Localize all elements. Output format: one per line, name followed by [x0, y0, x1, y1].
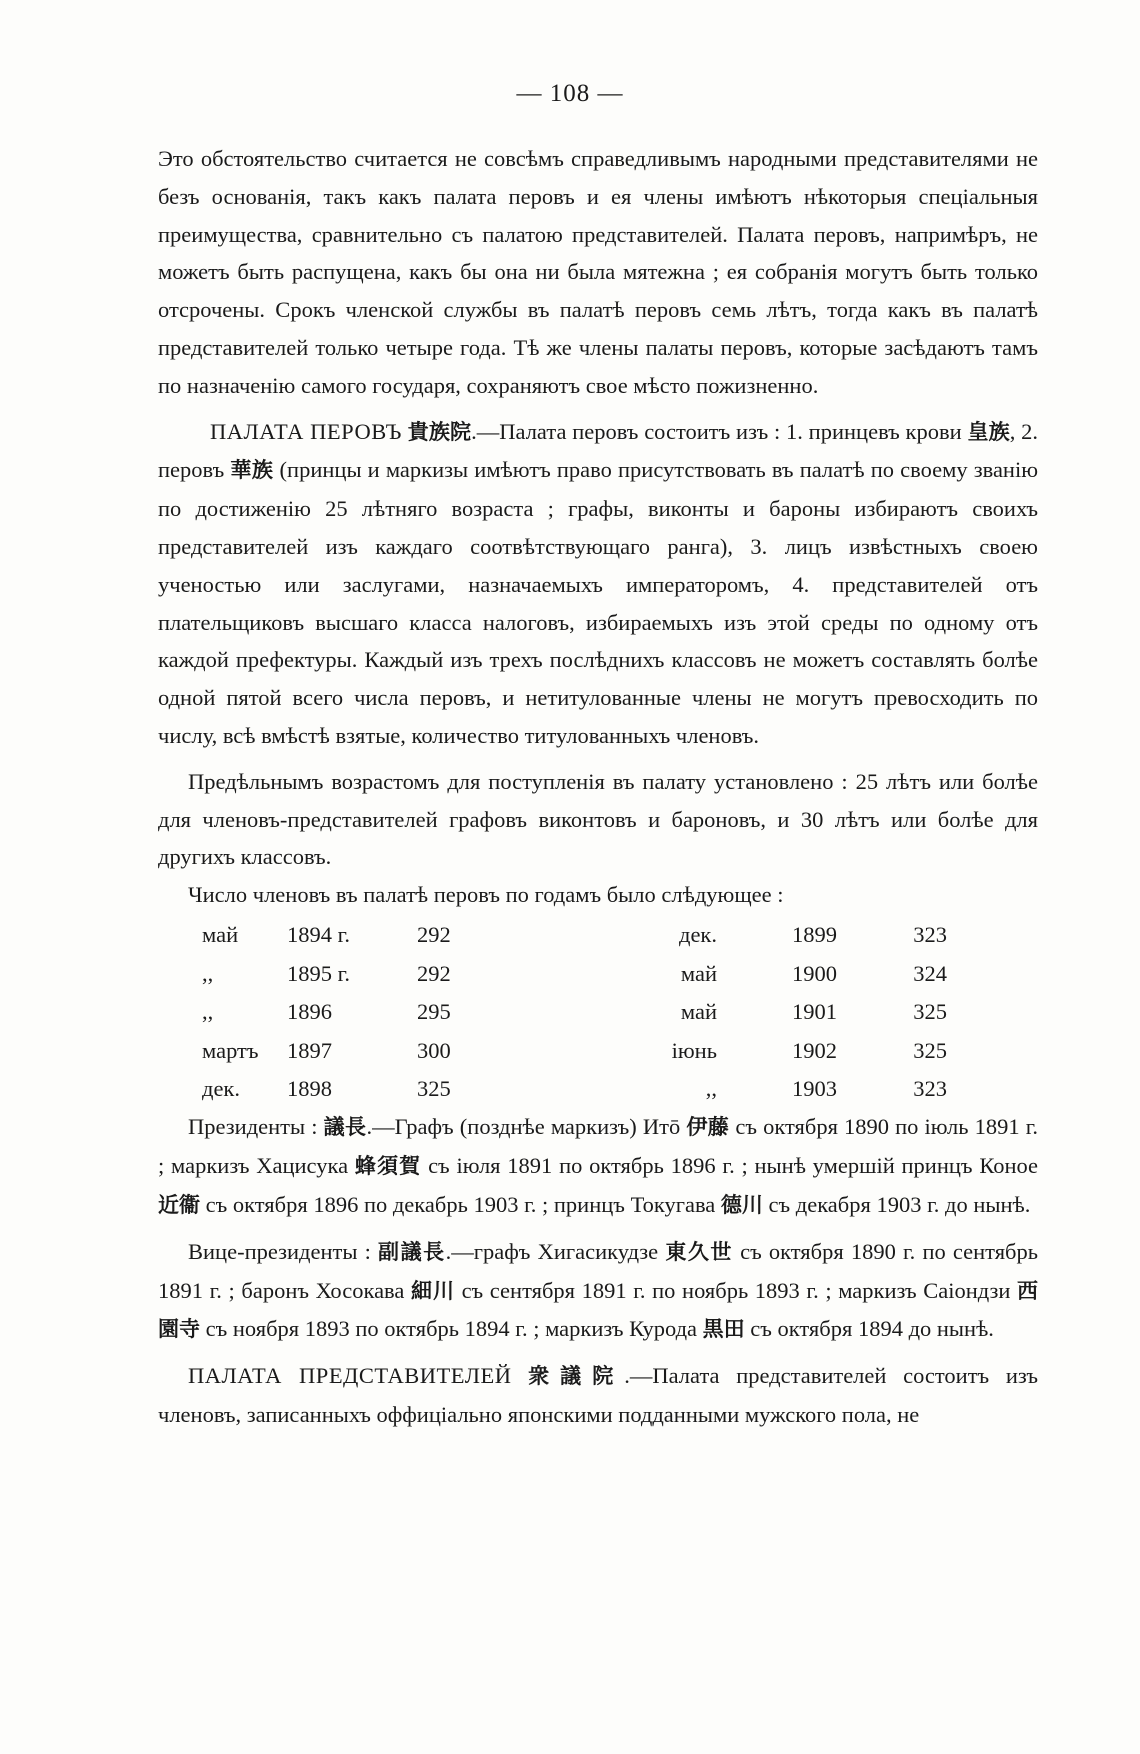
table-row: [202, 1031, 947, 1070]
table-cell: май: [680, 960, 717, 986]
table-cell: май: [680, 999, 717, 1025]
table-cell: 323: [913, 922, 947, 948]
section-heading-representatives: ПАЛАТА ПРЕДСТАВИТЕЛЕЙ: [188, 1363, 512, 1389]
table-cell: 1895 г.: [287, 960, 350, 986]
cjk-term: 議長: [323, 1115, 367, 1140]
cjk-term: 衆議院: [528, 1364, 625, 1389]
table-cell: 325: [417, 1076, 451, 1102]
table-cell: 1894 г.: [287, 922, 350, 948]
cjk-term: 德川: [720, 1193, 763, 1218]
text-run: .—Палата представителей состоитъ изъ членовъ, записанныхъ оффиціально японскими подданными мужского пола, не: [158, 1363, 1039, 1428]
table-cell: 1900: [792, 960, 837, 986]
text-run: .—Графъ (позднѣе маркизъ) Итō: [366, 1114, 681, 1140]
table-cell: 1903: [792, 1076, 837, 1102]
table-cell: 1902: [792, 1037, 837, 1063]
text-run: Вице-президенты :: [188, 1238, 371, 1264]
cjk-term: 副議長: [378, 1239, 446, 1264]
table-cell: май: [202, 922, 239, 948]
text-run: съ октября 1896 по декабрь 1903 г. ; принцъ Токугава: [205, 1192, 716, 1218]
table-row: [202, 954, 947, 993]
cjk-term: 皇族: [967, 419, 1010, 444]
text-run: (принцы и маркизы имѣютъ право присутствовать въ палатѣ по своему званію по достиженію 25 лѣтняго возраста ; графы, виконты и бароны избираютъ своихъ представителей изъ каждаго соотвѣтствующаго ранга), 3. лицъ извѣстныхъ своею ученостью или заслугами, назначаемыхъ императоромъ, 4. представителей отъ плательщиковъ высшаго класса налоговъ, избираемыхъ изъ этой среды по одному отъ каждой префектуры. Каждый изъ трехъ послѣднихъ классовъ не можетъ составлять болѣе одной пятой всего числа перовъ, и нетитулованные члены не могутъ превосходить по числу, всѣ вмѣстѣ взятые, количество титулованныхъ членовъ.: [158, 457, 1039, 748]
paragraph-privileges: Это обстоятельство считается не совсѣмъ справедливымъ народными представителями не безъ основанія, такъ какъ палата перовъ и ея члены имѣютъ нѣкоторыя спеціальныя преимущества, сравнительно съ палатою представителей. Палата перовъ, напримѣръ, не можетъ быть распущена, какъ бы она ни была мятежна ; ея собранія могутъ быть только отсрочены. Срокъ членской службы въ палатѣ перовъ семь лѣтъ, тогда какъ въ палатѣ представителей только четыре года. Тѣ же члены палаты перовъ, которые засѣдаютъ тамъ по назначенію самого государя, сохраняютъ свое мѣсто пожизненно.: [158, 146, 1038, 398]
text-run: съ октября 1894 до нынѣ.: [750, 1316, 994, 1342]
paragraph-vice-presidents: [158, 1233, 1038, 1349]
table-cell: 300: [417, 1037, 451, 1063]
section-heading-peers: ПАЛАТА ПЕРОВЪ: [210, 418, 402, 444]
table-cell: 324: [913, 960, 947, 986]
table-cell: ,,: [705, 1076, 717, 1102]
cjk-term: 細川: [410, 1278, 455, 1303]
text-run: Президенты :: [188, 1114, 318, 1140]
table-cell: 292: [417, 922, 451, 948]
cjk-term: 黒田: [702, 1317, 745, 1342]
table-cell: іюнь: [671, 1037, 717, 1063]
table-row: [202, 993, 947, 1032]
table-cell: 295: [417, 999, 451, 1025]
text-run: .—Палата перовъ состоитъ изъ : 1. принцевъ крови: [471, 418, 962, 444]
cjk-term: 伊藤: [686, 1115, 730, 1140]
paragraph-presidents: [158, 1108, 1038, 1224]
table-cell: дек.: [202, 1076, 240, 1102]
text-run: съ октября 1890 по іюль 1891 г. ; маркизъ Хацисука: [158, 1114, 1039, 1179]
table-cell: 323: [913, 1076, 947, 1102]
text-run: съ ноября 1893 по октябрь 1894 г. ; маркизъ Курода: [205, 1316, 697, 1342]
table-cell: 325: [913, 999, 947, 1025]
cjk-term: 東久世: [665, 1239, 733, 1264]
text-run: .—графъ Хигасикудзе: [445, 1238, 659, 1264]
text-run: , 2. перовъ: [158, 418, 1039, 483]
table-cell: 292: [417, 960, 451, 986]
table-cell: мартъ: [202, 1037, 259, 1063]
cjk-term: 貴族院: [407, 419, 472, 444]
table-cell: 1896: [287, 999, 332, 1025]
cjk-term: 西園寺: [158, 1278, 1039, 1342]
paragraph-table-intro: Число членовъ въ палатѣ перовъ по годамъ было слѣдующее :: [188, 882, 784, 908]
cjk-term: 近衞: [158, 1193, 200, 1218]
table-row: [202, 916, 947, 955]
table-cell: дек.: [679, 922, 717, 948]
table-cell: ,,: [202, 960, 214, 986]
table-cell: 1898: [287, 1076, 332, 1102]
table-row: [202, 1070, 947, 1109]
paragraph-age-limit: Предѣльнымъ возрастомъ для поступленія въ палату установлено : 25 лѣтъ или болѣе для членовъ-представителей графовъ виконтовъ и бароновъ, и 30 лѣтъ или болѣе для другихъ классовъ.: [158, 768, 1038, 870]
table-cell: ,,: [202, 999, 214, 1025]
cjk-term: 華族: [230, 458, 274, 483]
members-by-year-table: [202, 916, 947, 1109]
table-cell: 1897: [287, 1037, 332, 1063]
table-cell: 325: [913, 1037, 947, 1063]
table-cell: 1901: [792, 999, 837, 1025]
paragraph-house-of-peers: [158, 413, 1038, 755]
text-run: съ іюля 1891 по октябрь 1896 г. ; нынѣ умершій принцъ Коное: [428, 1153, 1039, 1179]
paragraph-house-of-representatives: [158, 1357, 1038, 1434]
cjk-term: 蜂須賀: [354, 1154, 422, 1179]
table-cell: 1899: [792, 922, 837, 948]
text-run: съ октября 1890 г. по сентябрь 1891 г. ; баронъ Хосокава: [158, 1238, 1039, 1303]
body-text: [158, 140, 1038, 1434]
text-run: съ сентября 1891 г. по ноябрь 1893 г. ; маркизъ Саіондзи: [461, 1277, 1011, 1303]
page-number: — 108 —: [516, 80, 624, 107]
text-run: съ декабря 1903 г. до нынѣ.: [768, 1192, 1031, 1218]
